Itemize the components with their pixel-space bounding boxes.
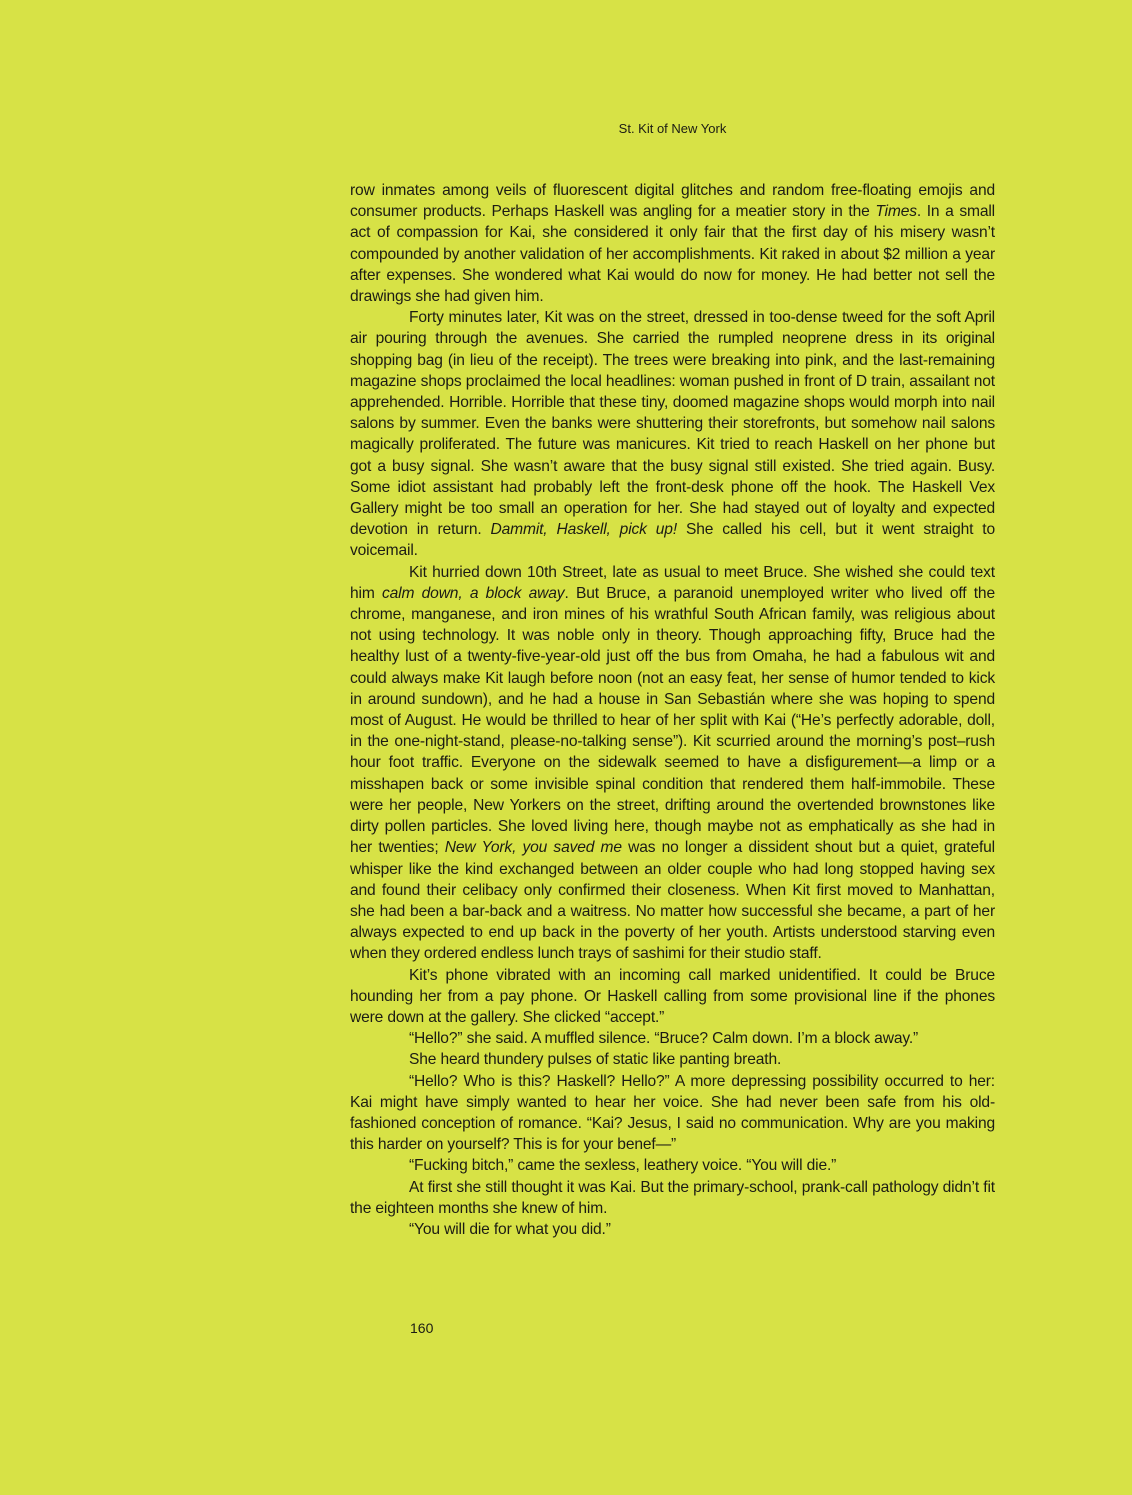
text-run: At first she still thought it was Kai. But the primary-school, prank-call pathology didn’t fit the eighteen months she knew of him. — [350, 1178, 995, 1217]
text-run: Forty minutes later, Kit was on the street, dressed in too-dense tweed for the soft April air pouring through the avenues. She carried the rumpled neoprene dress in its original shopping bag (in lieu of the receipt). The trees were breaking into pink, and the last-remaining magazine shops proclaimed the local headlines: woman pushed in front of D train, assailant not apprehended. Horrible. Horrible that these tiny, doomed magazine shops would morph into nail salons by summer. Even the banks were shuttering their storefronts, but somehow nail salons magically proliferated. The future was manicures. Kit tried to reach Haskell on her phone but got a busy signal. She wasn’t aware that the busy signal still existed. She tried again. Busy. Some idiot assistant had probably left the front-desk phone off the hook. The Haskell Vex Gallery might be too small an operation for her. She had stayed out of loyalty and expected devotion in return. — [350, 309, 995, 539]
text-run: “Fucking bitch,” came the sexless, leathery voice. “You will die.” — [409, 1157, 837, 1175]
text-run: “Hello?” she said. A muffled silence. “Bruce? Calm down. I’m a block away.” — [409, 1030, 919, 1048]
running-head: St. Kit of New York — [618, 121, 727, 136]
text-run: “You will die for what you did.” — [409, 1220, 611, 1238]
paragraph — [350, 1071, 995, 1156]
body-text — [350, 180, 995, 1240]
italic-text: Times — [875, 203, 917, 221]
paragraph — [350, 562, 995, 965]
paragraph — [350, 1028, 995, 1049]
text-run: row inmates among veils of fluorescent digital glitches and random free-floating emojis and consumer products. Perhaps Haskell was angling for a meatier story in the — [350, 182, 995, 221]
italic-text: New York, you saved me — [444, 839, 622, 857]
paragraph — [350, 1177, 995, 1219]
text-run: . But Bruce, a paranoid unemployed writer who lived off the chrome, manganese, and iron mines of his wrathful South African family, was religious about not using technology. It was noble only in theory. Though approaching fifty, Bruce had the healthy lust of a twenty-five-year-old just off the bus from Omaha, he had a fabulous wit and could always make Kit laugh before noon (not an easy feat, her sense of humor tended to kick in around sundown), and he had a house in San Sebastián where she was hoping to spend most of August. He would be thrilled to hear of her split with Kai (“He’s perfectly adorable, doll, in the one-night-stand, please-no-talking sense”). Kit scurried around the morning’s post–rush hour foot traffic. Everyone on the sidewalk seemed to have a disfigurement—a limp or a misshapen back or some invisible spinal condition that rendered them half-immobile. These were her people, New Yorkers on the street, drifting around the overtended brownstones like dirty pollen particles. She loved living here, though maybe not as emphatically as she had in her twenties; — [350, 584, 995, 857]
italic-text: calm down, a block away — [382, 584, 565, 602]
italic-text: Dammit, Haskell, pick up! — [490, 521, 678, 539]
page-number: 160 — [410, 1320, 434, 1336]
text-run: Kit’s phone vibrated with an incoming call marked unidentified. It could be Bruce hounding her from a pay phone. Or Haskell calling from some provisional line if the phones were down at the gallery. She clicked “accept.” — [350, 966, 995, 1026]
paragraph — [350, 965, 995, 1029]
paragraph — [350, 1219, 995, 1240]
paragraph — [350, 307, 995, 561]
text-run: . In a small act of compassion for Kai, she considered it only fair that the first day of his misery wasn’t compounded by another validation of her accomplishments. Kit raked in about $2 million a year after expenses. She wondered what Kai would do now for money. He had better not sell the drawings she had given him. — [350, 203, 995, 306]
text-run: She heard thundery pulses of static like panting breath. — [409, 1051, 782, 1069]
text-run: was no longer a dissident shout but a quiet, grateful whisper like the kind exchanged between an older couple who had long stopped having sex and found their celibacy only confirmed their closeness. When Kit first moved to Manhattan, she had been a bar-back and a waitress. No matter how successful she became, a part of her always expected to end up back in the poverty of her youth. Artists understood starving even when they ordered endless lunch trays of sashimi for their studio staff. — [350, 839, 995, 963]
text-run: “Hello? Who is this? Haskell? Hello?” A more depressing possibility occurred to her: Kai might have simply wanted to hear her voice. She had never been safe from his old-fashioned conception of romance. “Kai? Jesus, I said no communication. Why are you making this harder on yourself? This is for your benef—” — [350, 1072, 995, 1154]
text-run: Kit hurried down 10th Street, late as usual to meet Bruce. She wished she could text him — [350, 563, 995, 602]
paragraph — [350, 1155, 995, 1176]
text-run: She called his cell, but it went straight to voicemail. — [350, 521, 995, 560]
paragraph — [350, 1049, 995, 1070]
paragraph — [350, 180, 995, 307]
